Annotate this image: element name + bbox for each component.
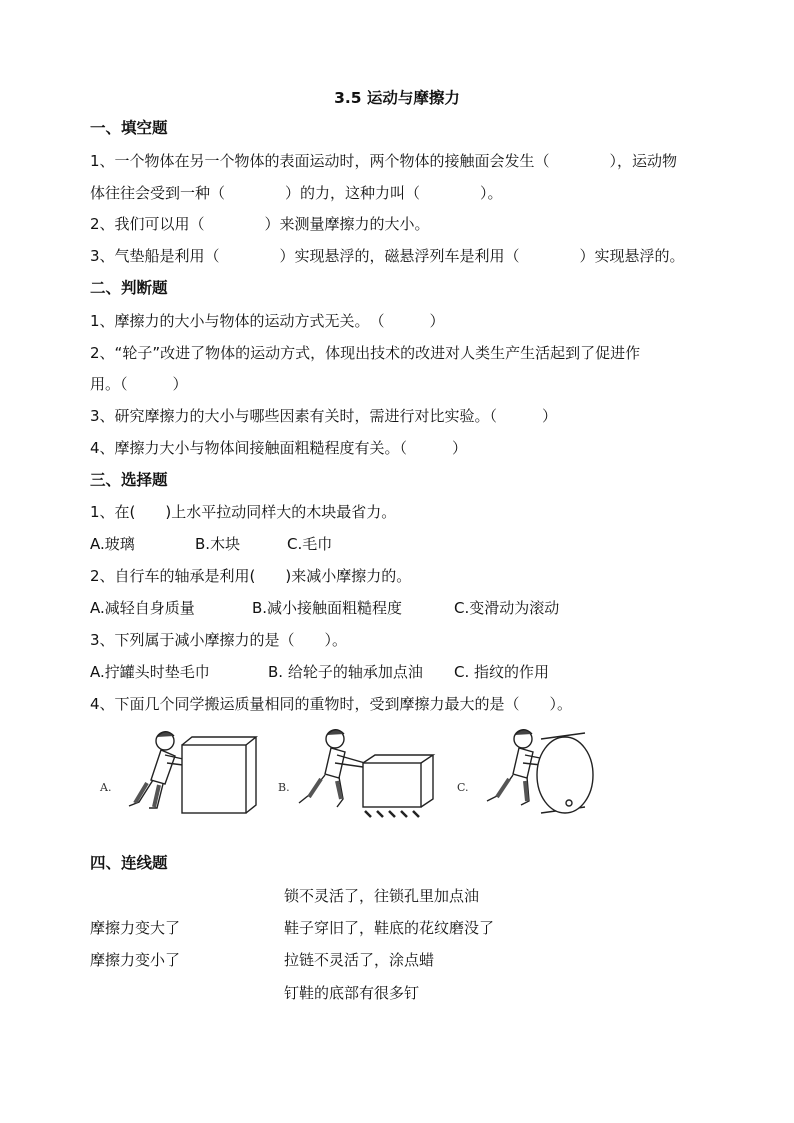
section-heading-choice: 三、选择题 xyxy=(90,471,168,489)
page-title: 3.5 运动与摩擦力 xyxy=(334,89,460,107)
match-left-item[interactable]: 摩擦力变小了 xyxy=(90,951,181,969)
section-heading-judge: 二、判断题 xyxy=(90,279,168,297)
choice-question-4: 4、下面几个同学搬运质量相同的重物时，受到摩擦力最大的是（ ）。 xyxy=(90,695,573,713)
fill-question-1-line-1: 1、一个物体在另一个物体的表面运动时，两个物体的接触面会发生（ ），运动物 xyxy=(90,152,678,170)
match-right-item[interactable]: 拉链不灵活了，涂点蜡 xyxy=(284,951,435,969)
choice-question-3: 3、下列属于减小摩擦力的是（ ）。 xyxy=(90,631,348,649)
choice-option: C.毛巾 xyxy=(287,535,333,553)
match-right-item[interactable]: 鞋子穿旧了，鞋底的花纹磨没了 xyxy=(284,919,495,937)
choice-option: A.拧罐头时垫毛巾 xyxy=(90,663,210,681)
section-heading-fill: 一、填空题 xyxy=(90,119,168,137)
judge-question-1: 1、摩擦力的大小与物体的运动方式无关。 （ ） xyxy=(90,312,445,330)
fill-question-1-line-2: 体往往会受到一种（ ）的力，这种力叫（ ）。 xyxy=(90,184,503,202)
judge-question-3: 3、研究摩擦力的大小与哪些因素有关时，需进行对比实验。（ ） xyxy=(90,407,558,425)
figure-drawings xyxy=(95,725,615,835)
fill-question-2: 2、我们可以用（ ）来测量摩擦力的大小。 xyxy=(90,215,430,233)
choice-option: B. 给轮子的轴承加点油 xyxy=(268,663,423,681)
pushing-objects-figure xyxy=(95,725,615,835)
choice-option: B.木块 xyxy=(195,535,241,553)
child-pushing-box-icon xyxy=(129,732,256,813)
judge-question-4: 4、摩擦力大小与物体间接触面粗糙程度有关。（ ） xyxy=(90,439,468,457)
figure-label-b: B. xyxy=(278,781,290,794)
match-left-item[interactable]: 摩擦力变大了 xyxy=(90,919,181,937)
section-heading-match: 四、连线题 xyxy=(90,854,168,872)
child-pushing-box-on-rollers-icon xyxy=(299,730,433,817)
choice-question-1: 1、在( )上水平拉动同样大的木块最省力。 xyxy=(90,503,397,521)
match-right-item[interactable]: 钉鞋的底部有很多钉 xyxy=(284,984,420,1002)
figure-label-c: C. xyxy=(457,781,469,794)
child-rolling-cylinder-icon xyxy=(487,730,593,813)
choice-question-2: 2、自行车的轴承是利用( )来减小摩擦力的。 xyxy=(90,567,412,585)
choice-option: C.变滑动为滚动 xyxy=(454,599,560,617)
choice-option: A.玻璃 xyxy=(90,535,135,553)
judge-question-2-line-1: 2、“轮子”改进了物体的运动方式，体现出技术的改进对人类生产生活起到了促进作 xyxy=(90,344,641,362)
match-right-item[interactable]: 锁不灵活了，往锁孔里加点油 xyxy=(284,887,480,905)
choice-option: B.减小接触面粗糙程度 xyxy=(252,599,403,617)
judge-question-2-line-2: 用。（ ） xyxy=(90,375,188,393)
fill-question-3: 3、气垫船是利用（ ）实现悬浮的，磁悬浮列车是利用（ ）实现悬浮的。 xyxy=(90,247,685,265)
choice-option: C. 指纹的作用 xyxy=(454,663,550,681)
choice-option: A.减轻自身质量 xyxy=(90,599,195,617)
figure-label-a: A. xyxy=(100,781,112,794)
